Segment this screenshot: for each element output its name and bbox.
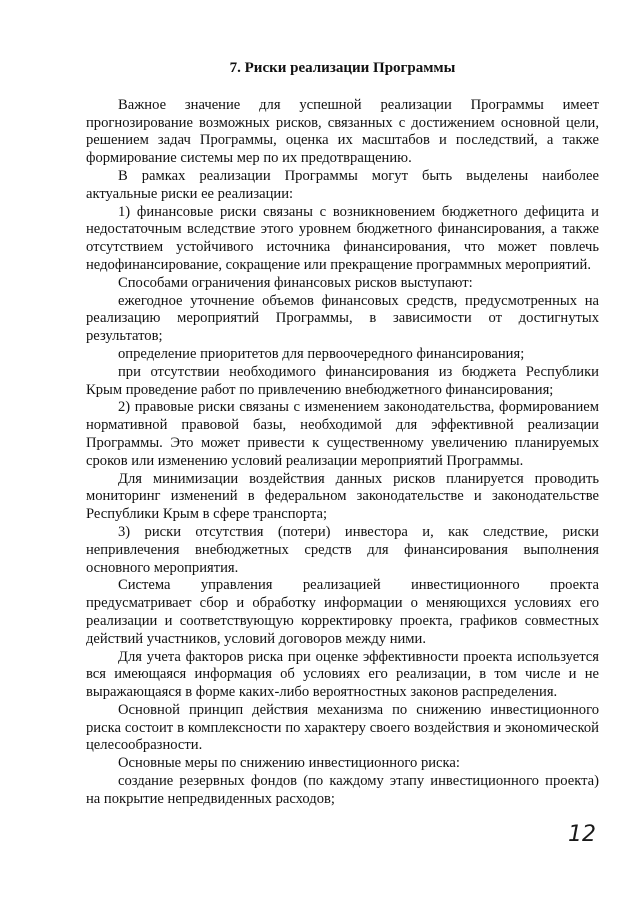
paragraph-reserve-funds: создание резервных фондов (по каждому этапу инвестиционного проекта) на покрытие непредвиденных расходов; xyxy=(86,773,599,807)
paragraph-main-principle: Основной принцип действия механизма по снижению инвестиционного риска состоит в комплексности по характеру своего воздействия и экономической целесообразности. xyxy=(86,701,599,754)
page-number: 12 xyxy=(568,822,596,847)
section-title: 7. Риски реализации Программы xyxy=(229,60,456,76)
paragraph-financial-limits: Способами ограничения финансовых рисков выступают: xyxy=(118,274,473,291)
paragraph-investor-risks: 3) риски отсутствия (потери) инвестора и, как следствие, риски непривлечения внебюджетных средств для финансирования выполнения основного мероприятия. xyxy=(86,523,599,576)
paragraph-main-measures: Основные меры по снижению инвестиционного риска: xyxy=(118,755,460,772)
paragraph-legal-risks: 2) правовые риски связаны с изменением законодательства, формированием нормативной правовой базы, необходимой для эффективной реализации Программы. Это может привести к существенному увеличению планируемых сроков или изменению условий реализации мероприятий Программы. xyxy=(86,399,599,469)
document-page xyxy=(86,60,599,809)
paragraph-management-system: Система управления реализацией инвестиционного проекта предусматривает сбор и обработку информации о меняющихся условиях его реализации и соответствующую корректировку проекта, графиков совместных действий участников, условий договоров между ними. xyxy=(86,577,599,647)
paragraph-legal-monitoring: Для минимизации воздействия данных рисков планируется проводить мониторинг изменений в федеральном законодательстве и законодательстве Республики Крым в сфере транспорта; xyxy=(86,470,599,523)
paragraph-risk-intro: В рамках реализации Программы могут быть выделены наиболее актуальные риски ее реализации: xyxy=(86,167,599,202)
paragraph-financial-risks: 1) финансовые риски связаны с возникновением бюджетного дефицита и недостаточным вследствие этого уровнем бюджетного финансирования, а также отсутствием устойчивого источника финансирования, что может повлечь недофинансирование, сокращение или прекращение программных мероприятий. xyxy=(86,203,599,273)
paragraph-risk-factors: Для учета факторов риска при оценке эффективности проекта используется вся имеющаяся информация об условиях его реализации, в том числе и не выражающаяся в форме каких-либо вероятностных законов распределения. xyxy=(86,648,599,701)
paragraph-risk-forecasting: Важное значение для успешной реализации Программы имеет прогнозирование возможных рисков, связанных с достижением основной цели, решением задач Программы, оценка их масштабов и последствий, а также формирование системы мер по их предотвращению. xyxy=(86,96,599,167)
paragraph-annual-adjustment: ежегодное уточнение объемов финансовых средств, предусмотренных на реализацию мероприятий Программы, в зависимости от достигнутых результатов; xyxy=(86,292,599,345)
paragraph-priorities: определение приоритетов для первоочередного финансирования; xyxy=(118,345,525,362)
paragraph-extrabudgetary: при отсутствии необходимого финансирования из бюджета Республики Крым проведение работ по привлечению внебюджетного финансирования; xyxy=(86,363,599,398)
